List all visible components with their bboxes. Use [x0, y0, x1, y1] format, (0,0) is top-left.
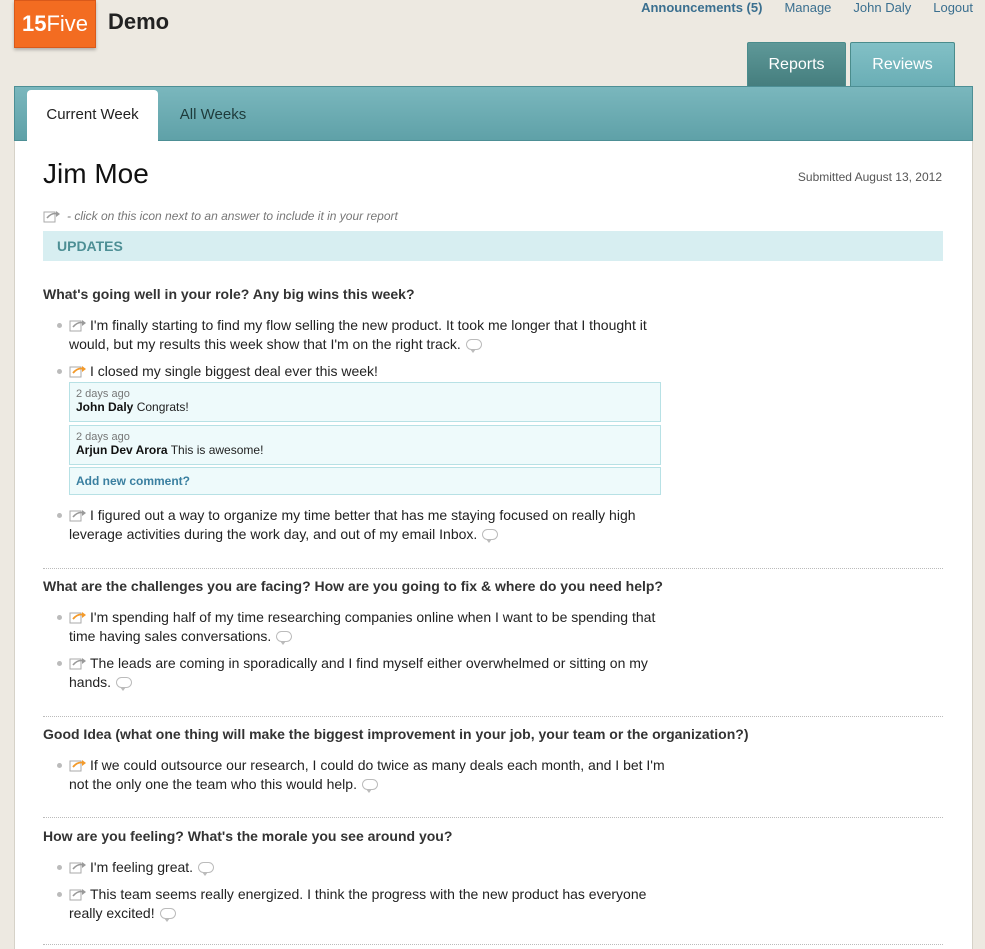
divider: [43, 817, 943, 818]
speech-bubble-icon[interactable]: [160, 908, 176, 919]
divider: [43, 944, 943, 945]
logo-number: 15: [22, 11, 47, 36]
header: [0, 0, 985, 90]
speech-bubble-icon[interactable]: [198, 862, 214, 873]
logo[interactable]: [14, 0, 96, 48]
tab-all-weeks[interactable]: All Weeks: [179, 106, 247, 123]
comment: [69, 425, 661, 465]
manage-link[interactable]: Manage: [784, 0, 832, 15]
answer-item: [57, 858, 667, 877]
answer-text: The leads are coming in sporadically and I find myself either overwhelmed or sitting on my hands.: [69, 655, 648, 690]
bullet: [57, 763, 62, 768]
speech-bubble-icon[interactable]: [466, 339, 482, 350]
answer-item: [57, 885, 667, 923]
user-link[interactable]: John Daly: [853, 0, 912, 15]
bullet: [57, 892, 62, 897]
comment-time: 2 days ago: [76, 388, 130, 400]
hint: [43, 209, 398, 223]
tab-reviews[interactable]: Reviews: [850, 42, 955, 86]
comment-time: 2 days ago: [76, 431, 130, 443]
divider: [43, 568, 943, 569]
answer-item: [57, 506, 667, 544]
arrow-document-icon[interactable]: [69, 656, 87, 670]
bullet: [57, 323, 62, 328]
answer-text: I'm finally starting to find my flow selling the new product. It took me longer that I thought it would, but my results this week show that I'm on the right track.: [69, 317, 647, 352]
answer-text: I figured out a way to organize my time better that has me staying focused on really high leverage activities during the work day, and out of my email Inbox.: [69, 507, 636, 542]
top-links: [641, 0, 973, 15]
comment-body: Congrats!: [136, 400, 189, 414]
answer-item: [57, 316, 667, 354]
arrow-document-icon[interactable]: [69, 318, 87, 332]
question-title: Good Idea (what one thing will make the biggest improvement in your job, your team or the organization?): [43, 726, 749, 742]
arrow-document-icon[interactable]: [69, 508, 87, 522]
arrow-document-icon: [43, 209, 61, 223]
bullet: [57, 661, 62, 666]
submitted-date: Submitted August 13, 2012: [797, 170, 942, 184]
answer-text: I'm spending half of my time researching companies online when I want to be spending that time having sales conversations.: [69, 609, 656, 644]
comment-author[interactable]: Arjun Dev Arora: [76, 443, 168, 457]
arrow-document-highlighted-icon[interactable]: [69, 758, 87, 772]
divider: [43, 716, 943, 717]
arrow-document-icon[interactable]: [69, 860, 87, 874]
question-title: How are you feeling? What's the morale you see around you?: [43, 828, 453, 844]
question-title: What's going well in your role? Any big wins this week?: [43, 286, 415, 302]
logo-word: Five: [46, 11, 89, 36]
speech-bubble-icon[interactable]: [362, 779, 378, 790]
answer-item: [57, 756, 667, 794]
answer-text: I closed my single biggest deal ever this week!: [90, 363, 378, 379]
arrow-document-highlighted-icon[interactable]: [69, 364, 87, 378]
bullet: [57, 865, 62, 870]
answer-text: If we could outsource our research, I could do twice as many deals each month, and I bet I'm not the only one the team who this would help.: [69, 757, 665, 792]
arrow-document-highlighted-icon[interactable]: [69, 610, 87, 624]
tab-current-week[interactable]: Current Week: [27, 90, 158, 141]
answer-item: [57, 654, 667, 692]
logout-link[interactable]: Logout: [933, 0, 973, 15]
speech-bubble-icon[interactable]: [482, 529, 498, 540]
comment-body: This is awesome!: [170, 443, 264, 457]
speech-bubble-icon[interactable]: [276, 631, 292, 642]
comment: [69, 382, 661, 422]
tab-reports[interactable]: Reports: [747, 42, 846, 86]
company-name: Demo: [108, 9, 170, 34]
bullet: [57, 513, 62, 518]
arrow-document-icon[interactable]: [69, 887, 87, 901]
announcements-link[interactable]: Announcements (5): [641, 0, 763, 15]
bullet: [57, 615, 62, 620]
section-updates-header: UPDATES: [43, 231, 943, 261]
comment-author[interactable]: John Daly: [76, 400, 134, 414]
question-title: What are the challenges you are facing? How are you going to fix & where do you need help?: [43, 578, 663, 594]
answer-item: [57, 362, 667, 381]
speech-bubble-icon[interactable]: [116, 677, 132, 688]
answer-text: This team seems really energized. I think the progress with the new product has everyone really excited!: [69, 886, 647, 921]
person-name: Jim Moe: [43, 158, 149, 189]
hint-text: - click on this icon next to an answer to include it in your report: [67, 209, 398, 223]
answer-text: I'm feeling great.: [90, 859, 194, 875]
answer-item: [57, 608, 667, 646]
top-tabs: [747, 42, 955, 86]
add-comment-link[interactable]: Add new comment?: [69, 467, 661, 495]
bullet: [57, 369, 62, 374]
